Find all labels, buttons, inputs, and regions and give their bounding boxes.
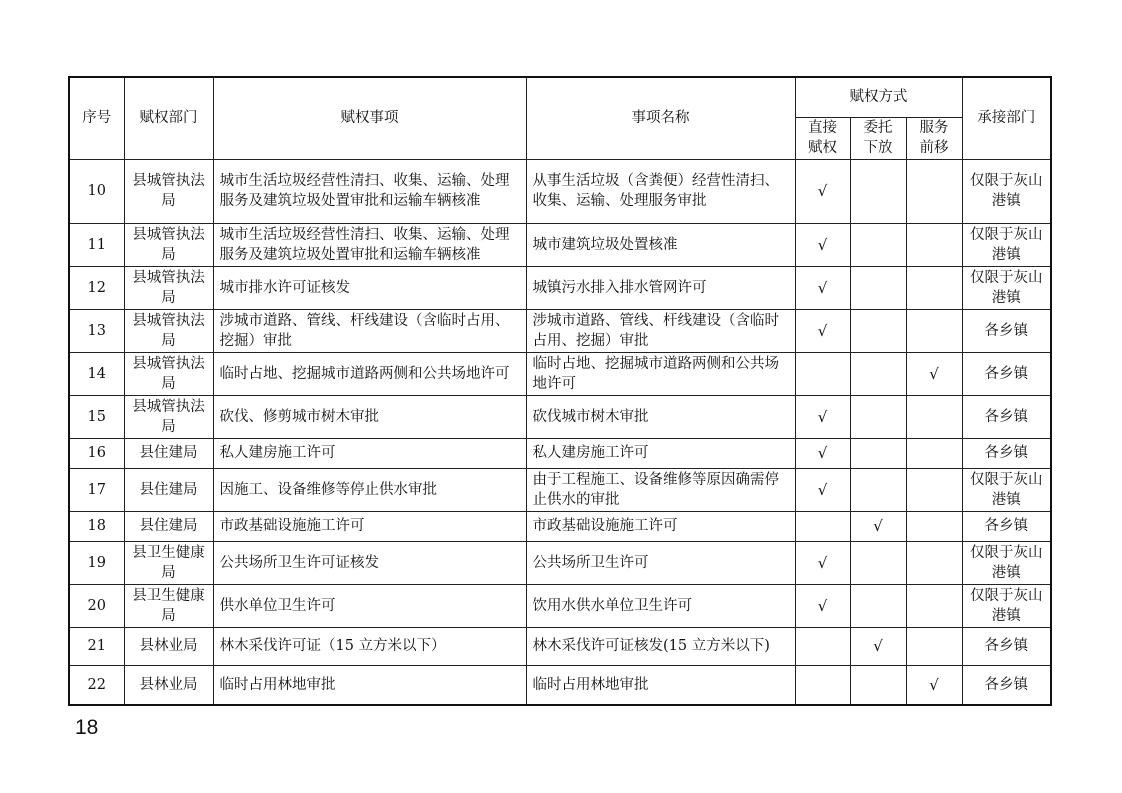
table-row <box>69 395 1051 438</box>
row-mode-delegate <box>850 159 906 223</box>
row-matter: 供水单位卫生许可 <box>213 584 526 627</box>
header-matter: 赋权事项 <box>213 77 526 159</box>
row-mode-delegate <box>850 266 906 309</box>
row-number: 16 <box>69 438 124 468</box>
row-receiver: 各乡镇 <box>962 665 1051 705</box>
row-mode-direct <box>795 665 850 705</box>
row-mode-delegate <box>850 352 906 395</box>
table-row <box>69 309 1051 352</box>
header-row <box>69 77 1051 117</box>
row-dept: 县林业局 <box>124 665 213 705</box>
row-dept: 县卫生健康局 <box>124 584 213 627</box>
row-receiver: 各乡镇 <box>962 511 1051 541</box>
row-dept: 县住建局 <box>124 468 213 511</box>
row-receiver: 仅限于灰山港镇 <box>962 584 1051 627</box>
row-mode-direct: √ <box>795 584 850 627</box>
row-mode-service <box>906 438 962 468</box>
header-item-name: 事项名称 <box>526 77 795 159</box>
row-mode-service <box>906 159 962 223</box>
row-receiver: 仅限于灰山港镇 <box>962 159 1051 223</box>
row-number: 20 <box>69 584 124 627</box>
row-mode-service <box>906 223 962 266</box>
row-item-name: 林木采伐许可证核发(15 立方米以下) <box>526 627 795 665</box>
row-item-name: 公共场所卫生许可 <box>526 541 795 584</box>
row-dept: 县城管执法局 <box>124 395 213 438</box>
row-receiver: 仅限于灰山港镇 <box>962 468 1051 511</box>
row-dept: 县城管执法局 <box>124 223 213 266</box>
header-receiver: 承接部门 <box>962 77 1051 159</box>
row-mode-direct <box>795 627 850 665</box>
row-mode-delegate <box>850 468 906 511</box>
table-row <box>69 627 1051 665</box>
row-item-name: 临时占用林地审批 <box>526 665 795 705</box>
row-matter: 砍伐、修剪城市树木审批 <box>213 395 526 438</box>
table-row <box>69 665 1051 705</box>
row-mode-service: √ <box>906 352 962 395</box>
row-number: 13 <box>69 309 124 352</box>
row-mode-direct: √ <box>795 438 850 468</box>
row-dept: 县城管执法局 <box>124 352 213 395</box>
row-number: 17 <box>69 468 124 511</box>
row-mode-direct: √ <box>795 468 850 511</box>
row-mode-service <box>906 541 962 584</box>
table-body <box>69 159 1051 705</box>
row-mode-service: √ <box>906 665 962 705</box>
table-row <box>69 511 1051 541</box>
header-mode-delegate: 委托下放 <box>850 117 906 159</box>
header-mode-direct: 直接赋权 <box>795 117 850 159</box>
row-dept: 县城管执法局 <box>124 309 213 352</box>
row-mode-service <box>906 266 962 309</box>
row-receiver: 各乡镇 <box>962 438 1051 468</box>
row-dept: 县住建局 <box>124 438 213 468</box>
row-mode-direct: √ <box>795 395 850 438</box>
row-number: 12 <box>69 266 124 309</box>
header-mode-service: 服务前移 <box>906 117 962 159</box>
page-number: 18 <box>75 716 99 739</box>
row-item-name: 涉城市道路、管线、杆线建设（含临时占用、挖掘）审批 <box>526 309 795 352</box>
row-mode-delegate <box>850 665 906 705</box>
row-dept: 县城管执法局 <box>124 266 213 309</box>
row-mode-delegate: √ <box>850 511 906 541</box>
row-receiver: 仅限于灰山港镇 <box>962 541 1051 584</box>
row-receiver: 各乡镇 <box>962 309 1051 352</box>
table-row <box>69 223 1051 266</box>
row-mode-direct <box>795 352 850 395</box>
row-mode-delegate <box>850 395 906 438</box>
row-mode-service <box>906 584 962 627</box>
table-row <box>69 438 1051 468</box>
row-mode-direct: √ <box>795 159 850 223</box>
row-matter: 私人建房施工许可 <box>213 438 526 468</box>
row-dept: 县卫生健康局 <box>124 541 213 584</box>
row-mode-direct: √ <box>795 309 850 352</box>
row-mode-delegate: √ <box>850 627 906 665</box>
row-matter: 公共场所卫生许可证核发 <box>213 541 526 584</box>
row-number: 11 <box>69 223 124 266</box>
row-matter: 临时占用林地审批 <box>213 665 526 705</box>
row-mode-delegate <box>850 541 906 584</box>
row-item-name: 临时占地、挖掘城市道路两侧和公共场地许可 <box>526 352 795 395</box>
row-matter: 因施工、设备维修等停止供水审批 <box>213 468 526 511</box>
row-mode-direct <box>795 511 850 541</box>
row-number: 18 <box>69 511 124 541</box>
row-matter: 涉城市道路、管线、杆线建设（含临时占用、挖掘）审批 <box>213 309 526 352</box>
row-receiver: 仅限于灰山港镇 <box>962 266 1051 309</box>
header-seq: 序号 <box>69 77 124 159</box>
table-row <box>69 468 1051 511</box>
row-mode-delegate <box>850 309 906 352</box>
row-dept: 县林业局 <box>124 627 213 665</box>
row-mode-service <box>906 309 962 352</box>
row-matter: 城市生活垃圾经营性清扫、收集、运输、处理服务及建筑垃圾处置审批和运输车辆核准 <box>213 159 526 223</box>
row-dept: 县城管执法局 <box>124 159 213 223</box>
table-row <box>69 584 1051 627</box>
header-dept: 赋权部门 <box>124 77 213 159</box>
table-row <box>69 266 1051 309</box>
row-number: 14 <box>69 352 124 395</box>
table-row <box>69 541 1051 584</box>
row-mode-direct: √ <box>795 266 850 309</box>
row-receiver: 各乡镇 <box>962 395 1051 438</box>
row-number: 15 <box>69 395 124 438</box>
row-mode-delegate <box>850 223 906 266</box>
row-number: 22 <box>69 665 124 705</box>
row-item-name: 私人建房施工许可 <box>526 438 795 468</box>
row-matter: 城市排水许可证核发 <box>213 266 526 309</box>
authorization-table <box>68 76 1052 706</box>
row-item-name: 由于工程施工、设备维修等原因确需停止供水的审批 <box>526 468 795 511</box>
row-item-name: 砍伐城市树木审批 <box>526 395 795 438</box>
table-row <box>69 159 1051 223</box>
row-matter: 市政基础设施施工许可 <box>213 511 526 541</box>
row-mode-service <box>906 468 962 511</box>
row-item-name: 市政基础设施施工许可 <box>526 511 795 541</box>
row-item-name: 饮用水供水单位卫生许可 <box>526 584 795 627</box>
row-matter: 临时占地、挖掘城市道路两侧和公共场地许可 <box>213 352 526 395</box>
row-receiver: 各乡镇 <box>962 627 1051 665</box>
header-mode: 赋权方式 <box>795 77 962 117</box>
table-row <box>69 352 1051 395</box>
row-mode-service <box>906 511 962 541</box>
row-matter: 林木采伐许可证（15 立方米以下） <box>213 627 526 665</box>
row-receiver: 各乡镇 <box>962 352 1051 395</box>
row-mode-direct: √ <box>795 223 850 266</box>
row-matter: 城市生活垃圾经营性清扫、收集、运输、处理服务及建筑垃圾处置审批和运输车辆核准 <box>213 223 526 266</box>
row-number: 21 <box>69 627 124 665</box>
row-mode-direct: √ <box>795 541 850 584</box>
row-item-name: 从事生活垃圾（含粪便）经营性清扫、收集、运输、处理服务审批 <box>526 159 795 223</box>
row-mode-service <box>906 395 962 438</box>
row-item-name: 城市建筑垃圾处置核准 <box>526 223 795 266</box>
row-number: 10 <box>69 159 124 223</box>
row-mode-delegate <box>850 438 906 468</box>
row-mode-delegate <box>850 584 906 627</box>
row-receiver: 仅限于灰山港镇 <box>962 223 1051 266</box>
row-item-name: 城镇污水排入排水管网许可 <box>526 266 795 309</box>
row-mode-service <box>906 627 962 665</box>
row-number: 19 <box>69 541 124 584</box>
row-dept: 县住建局 <box>124 511 213 541</box>
